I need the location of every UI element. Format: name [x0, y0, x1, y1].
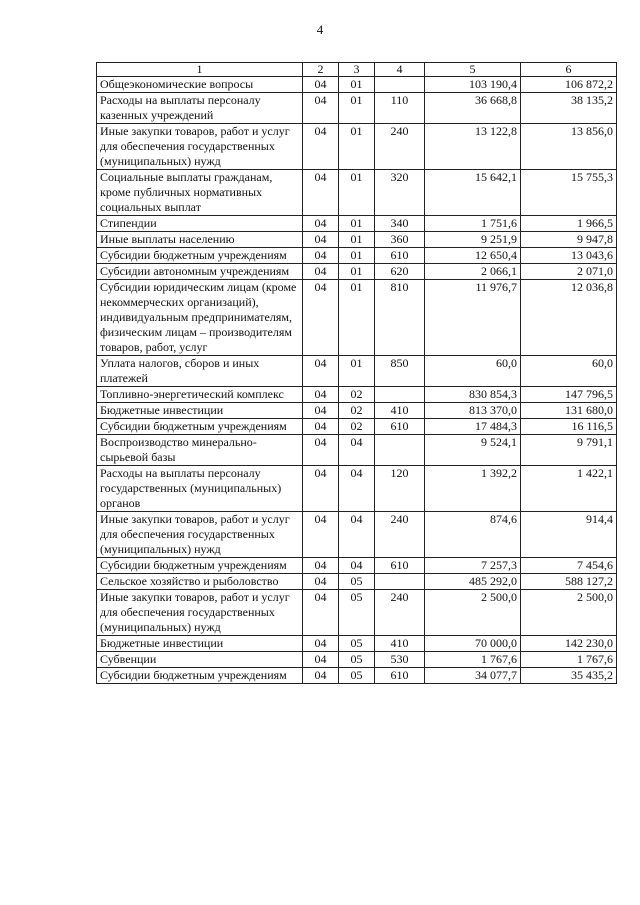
subsection-code-cell: 01	[339, 77, 375, 93]
expense-type-cell: 810	[375, 280, 425, 356]
amount-col6-cell: 914,4	[521, 512, 617, 558]
amount-col6-cell: 16 116,5	[521, 419, 617, 435]
table-row	[97, 248, 617, 264]
section-code-cell: 04	[303, 170, 339, 216]
table-row	[97, 387, 617, 403]
amount-col6-cell: 12 036,8	[521, 280, 617, 356]
expense-name-cell: Иные выплаты населению	[97, 232, 303, 248]
expense-type-cell: 110	[375, 93, 425, 124]
amount-col6-cell: 15 755,3	[521, 170, 617, 216]
subsection-code-cell: 01	[339, 248, 375, 264]
expense-name-cell: Топливно-энергетический комплекс	[97, 387, 303, 403]
expense-type-cell	[375, 77, 425, 93]
expense-name-cell: Субсидии бюджетным учреждениям	[97, 558, 303, 574]
table-row	[97, 356, 617, 387]
expense-type-cell: 410	[375, 636, 425, 652]
amount-col5-cell: 813 370,0	[425, 403, 521, 419]
expense-type-cell	[375, 435, 425, 466]
header-cell: 4	[375, 63, 425, 77]
table-row	[97, 403, 617, 419]
subsection-code-cell: 05	[339, 668, 375, 684]
amount-col5-cell: 2 500,0	[425, 590, 521, 636]
amount-col6-cell: 147 796,5	[521, 387, 617, 403]
expense-name-cell: Расходы на выплаты персоналу государственных (муниципальных) органов	[97, 466, 303, 512]
amount-col5-cell: 11 976,7	[425, 280, 521, 356]
expense-name-cell: Субсидии автономным учреждениям	[97, 264, 303, 280]
subsection-code-cell: 01	[339, 124, 375, 170]
table-row	[97, 124, 617, 170]
expense-type-cell	[375, 387, 425, 403]
amount-col6-cell: 7 454,6	[521, 558, 617, 574]
amount-col6-cell: 1 767,6	[521, 652, 617, 668]
amount-col5-cell: 1 751,6	[425, 216, 521, 232]
expense-name-cell: Субсидии юридическим лицам (кроме некоммерческих организаций), индивидуальным предпринимателям, физическим лицам – производителям товаров, работ, услуг	[97, 280, 303, 356]
expense-name-cell: Бюджетные инвестиции	[97, 636, 303, 652]
expense-type-cell	[375, 574, 425, 590]
subsection-code-cell: 01	[339, 264, 375, 280]
table-row	[97, 264, 617, 280]
section-code-cell: 04	[303, 264, 339, 280]
expense-type-cell: 530	[375, 652, 425, 668]
amount-col6-cell: 2 500,0	[521, 590, 617, 636]
table-row	[97, 77, 617, 93]
section-code-cell: 04	[303, 435, 339, 466]
expense-type-cell: 610	[375, 248, 425, 264]
section-code-cell: 04	[303, 248, 339, 264]
expense-name-cell: Общеэкономические вопросы	[97, 77, 303, 93]
section-code-cell: 04	[303, 466, 339, 512]
table-row	[97, 435, 617, 466]
amount-col5-cell: 70 000,0	[425, 636, 521, 652]
subsection-code-cell: 02	[339, 419, 375, 435]
section-code-cell: 04	[303, 652, 339, 668]
amount-col5-cell: 60,0	[425, 356, 521, 387]
expense-type-cell: 610	[375, 419, 425, 435]
table-row	[97, 280, 617, 356]
subsection-code-cell: 04	[339, 512, 375, 558]
section-code-cell: 04	[303, 512, 339, 558]
amount-col5-cell: 17 484,3	[425, 419, 521, 435]
table-row	[97, 466, 617, 512]
amount-col5-cell: 103 190,4	[425, 77, 521, 93]
subsection-code-cell: 01	[339, 280, 375, 356]
subsection-code-cell: 04	[339, 558, 375, 574]
table-row	[97, 558, 617, 574]
amount-col6-cell: 9 947,8	[521, 232, 617, 248]
expense-type-cell: 240	[375, 590, 425, 636]
subsection-code-cell: 01	[339, 216, 375, 232]
header-cell: 3	[339, 63, 375, 77]
subsection-code-cell: 05	[339, 590, 375, 636]
table-row	[97, 590, 617, 636]
expense-name-cell: Расходы на выплаты персоналу казенных учреждений	[97, 93, 303, 124]
table-row	[97, 93, 617, 124]
amount-col5-cell: 36 668,8	[425, 93, 521, 124]
table-body	[97, 77, 617, 684]
subsection-code-cell: 05	[339, 574, 375, 590]
amount-col6-cell: 131 680,0	[521, 403, 617, 419]
subsection-code-cell: 04	[339, 466, 375, 512]
section-code-cell: 04	[303, 558, 339, 574]
amount-col5-cell: 13 122,8	[425, 124, 521, 170]
amount-col5-cell: 34 077,7	[425, 668, 521, 684]
subsection-code-cell: 01	[339, 93, 375, 124]
subsection-code-cell: 02	[339, 403, 375, 419]
expense-type-cell: 320	[375, 170, 425, 216]
expense-type-cell: 610	[375, 668, 425, 684]
section-code-cell: 04	[303, 403, 339, 419]
header-cell: 1	[97, 63, 303, 77]
amount-col5-cell: 15 642,1	[425, 170, 521, 216]
table-row	[97, 652, 617, 668]
expense-type-cell: 360	[375, 232, 425, 248]
expense-type-cell: 120	[375, 466, 425, 512]
expense-type-cell: 240	[375, 124, 425, 170]
expense-name-cell: Субсидии бюджетным учреждениям	[97, 419, 303, 435]
amount-col5-cell: 12 650,4	[425, 248, 521, 264]
amount-col6-cell: 35 435,2	[521, 668, 617, 684]
expense-type-cell: 620	[375, 264, 425, 280]
subsection-code-cell: 01	[339, 356, 375, 387]
expense-name-cell: Бюджетные инвестиции	[97, 403, 303, 419]
subsection-code-cell: 01	[339, 232, 375, 248]
table-row	[97, 636, 617, 652]
section-code-cell: 04	[303, 93, 339, 124]
expense-name-cell: Иные закупки товаров, работ и услуг для обеспечения государственных (муниципальных) нужд	[97, 124, 303, 170]
amount-col5-cell: 874,6	[425, 512, 521, 558]
amount-col6-cell: 1 966,5	[521, 216, 617, 232]
expense-name-cell: Воспроизводство минерально-сырьевой базы	[97, 435, 303, 466]
expense-name-cell: Иные закупки товаров, работ и услуг для обеспечения государственных (муниципальных) нужд	[97, 590, 303, 636]
table-row	[97, 232, 617, 248]
expense-type-cell: 340	[375, 216, 425, 232]
header-row	[97, 63, 617, 77]
section-code-cell: 04	[303, 77, 339, 93]
amount-col6-cell: 9 791,1	[521, 435, 617, 466]
amount-col6-cell: 60,0	[521, 356, 617, 387]
table-row	[97, 668, 617, 684]
expense-name-cell: Сельское хозяйство и рыболовство	[97, 574, 303, 590]
expense-type-cell: 410	[375, 403, 425, 419]
subsection-code-cell: 05	[339, 636, 375, 652]
amount-col5-cell: 830 854,3	[425, 387, 521, 403]
expense-type-cell: 610	[375, 558, 425, 574]
expense-type-cell: 240	[375, 512, 425, 558]
amount-col5-cell: 2 066,1	[425, 264, 521, 280]
section-code-cell: 04	[303, 280, 339, 356]
expense-name-cell: Субсидии бюджетным учреждениям	[97, 248, 303, 264]
header-cell: 2	[303, 63, 339, 77]
section-code-cell: 04	[303, 419, 339, 435]
expense-name-cell: Уплата налогов, сборов и иных платежей	[97, 356, 303, 387]
amount-col6-cell: 13 043,6	[521, 248, 617, 264]
header-cell: 5	[425, 63, 521, 77]
expense-type-cell: 850	[375, 356, 425, 387]
expense-name-cell: Субвенции	[97, 652, 303, 668]
section-code-cell: 04	[303, 356, 339, 387]
section-code-cell: 04	[303, 636, 339, 652]
section-code-cell: 04	[303, 124, 339, 170]
table-row	[97, 419, 617, 435]
table-row	[97, 216, 617, 232]
section-code-cell: 04	[303, 668, 339, 684]
expense-name-cell: Субсидии бюджетным учреждениям	[97, 668, 303, 684]
section-code-cell: 04	[303, 590, 339, 636]
section-code-cell: 04	[303, 216, 339, 232]
section-code-cell: 04	[303, 232, 339, 248]
table-row	[97, 170, 617, 216]
section-code-cell: 04	[303, 387, 339, 403]
expense-name-cell: Социальные выплаты гражданам, кроме публичных нормативных социальных выплат	[97, 170, 303, 216]
amount-col5-cell: 9 251,9	[425, 232, 521, 248]
subsection-code-cell: 01	[339, 170, 375, 216]
amount-col6-cell: 1 422,1	[521, 466, 617, 512]
header-cell: 6	[521, 63, 617, 77]
table-row	[97, 574, 617, 590]
amount-col5-cell: 9 524,1	[425, 435, 521, 466]
subsection-code-cell: 02	[339, 387, 375, 403]
section-code-cell: 04	[303, 574, 339, 590]
amount-col6-cell: 588 127,2	[521, 574, 617, 590]
amount-col6-cell: 142 230,0	[521, 636, 617, 652]
amount-col5-cell: 7 257,3	[425, 558, 521, 574]
amount-col6-cell: 2 071,0	[521, 264, 617, 280]
subsection-code-cell: 04	[339, 435, 375, 466]
expense-name-cell: Иные закупки товаров, работ и услуг для обеспечения государственных (муниципальных) нужд	[97, 512, 303, 558]
amount-col5-cell: 1 767,6	[425, 652, 521, 668]
amount-col6-cell: 106 872,2	[521, 77, 617, 93]
expense-name-cell: Стипендии	[97, 216, 303, 232]
page-number: 4	[316, 22, 324, 37]
amount-col5-cell: 1 392,2	[425, 466, 521, 512]
budget-table	[96, 62, 617, 684]
subsection-code-cell: 05	[339, 652, 375, 668]
amount-col6-cell: 38 135,2	[521, 93, 617, 124]
table-row	[97, 512, 617, 558]
amount-col5-cell: 485 292,0	[425, 574, 521, 590]
amount-col6-cell: 13 856,0	[521, 124, 617, 170]
